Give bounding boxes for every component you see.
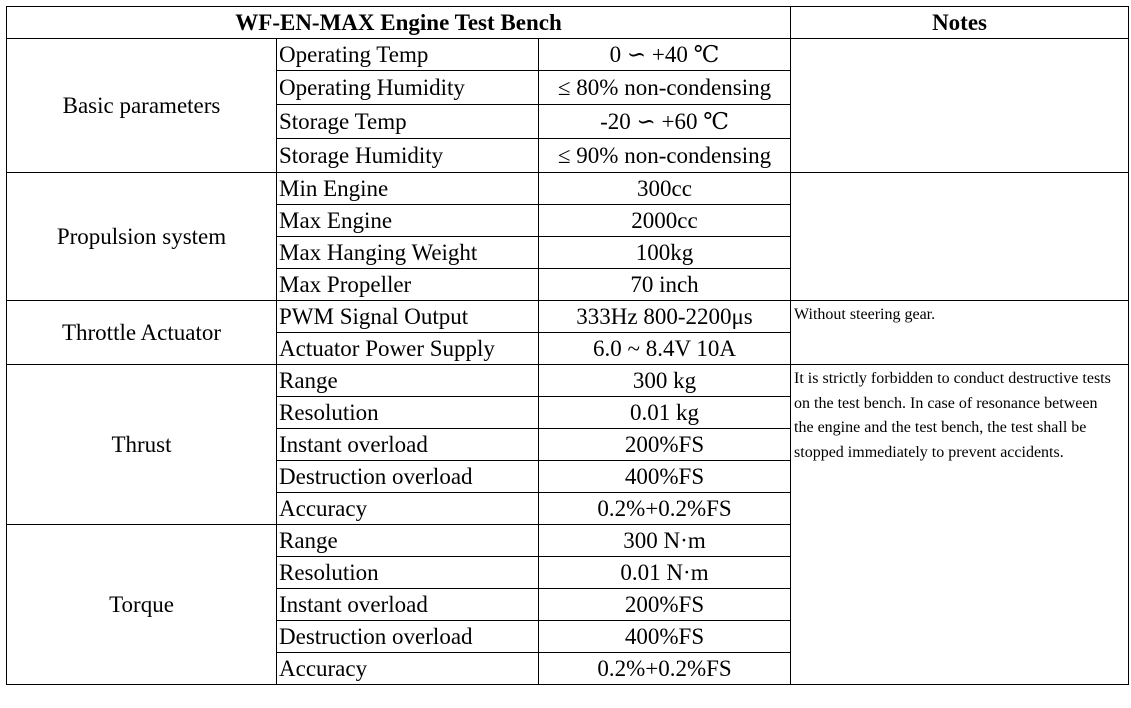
param-label: PWM Signal Output	[277, 301, 539, 333]
param-value: 0.2%+0.2%FS	[539, 653, 791, 685]
param-value: 300 kg	[539, 365, 791, 397]
param-label: Operating Humidity	[277, 71, 539, 105]
param-label: Destruction overload	[277, 621, 539, 653]
param-label: Max Engine	[277, 205, 539, 237]
param-label: Accuracy	[277, 653, 539, 685]
param-value: 100kg	[539, 237, 791, 269]
table-header-row	[7, 7, 1129, 39]
notes-cell-propulsion-system	[791, 173, 1129, 301]
notes-cell-thrust-torque: It is strictly forbidden to conduct destructive tests on the test bench. In case of resonance between the engine and the test bench, the test shall be stopped immediately to prevent accidents.	[791, 365, 1129, 685]
table-row	[7, 365, 1129, 397]
notes-cell-throttle-actuator: Without steering gear.	[791, 301, 1129, 365]
param-value: 200%FS	[539, 429, 791, 461]
param-value: 400%FS	[539, 461, 791, 493]
param-label: Operating Temp	[277, 39, 539, 71]
param-label: Destruction overload	[277, 461, 539, 493]
param-value: 0.01 kg	[539, 397, 791, 429]
param-label: Max Propeller	[277, 269, 539, 301]
param-value: 300 N·m	[539, 525, 791, 557]
param-value: 0 ∽ +40 ℃	[539, 39, 791, 71]
param-value: ≤ 80% non-condensing	[539, 71, 791, 105]
param-label: Actuator Power Supply	[277, 333, 539, 365]
param-label: Range	[277, 365, 539, 397]
param-label: Range	[277, 525, 539, 557]
table-row	[7, 301, 1129, 333]
param-label: Resolution	[277, 557, 539, 589]
category-basic-parameters: Basic parameters	[7, 39, 277, 173]
param-value: 6.0 ~ 8.4V 10A	[539, 333, 791, 365]
param-value: 200%FS	[539, 589, 791, 621]
table-row	[7, 173, 1129, 205]
param-label: Storage Humidity	[277, 139, 539, 173]
notes-cell-basic-parameters	[791, 39, 1129, 173]
param-label: Accuracy	[277, 493, 539, 525]
param-label: Instant overload	[277, 429, 539, 461]
param-value: 300cc	[539, 173, 791, 205]
param-value: 0.01 N·m	[539, 557, 791, 589]
table-row	[7, 39, 1129, 71]
param-value: 400%FS	[539, 621, 791, 653]
table-title: WF-EN-MAX Engine Test Bench	[7, 7, 791, 39]
category-thrust: Thrust	[7, 365, 277, 525]
category-propulsion-system: Propulsion system	[7, 173, 277, 301]
param-value: ≤ 90% non-condensing	[539, 139, 791, 173]
param-label: Resolution	[277, 397, 539, 429]
category-torque: Torque	[7, 525, 277, 685]
param-label: Min Engine	[277, 173, 539, 205]
param-label: Instant overload	[277, 589, 539, 621]
spec-table	[6, 6, 1129, 685]
notes-header: Notes	[791, 7, 1129, 39]
param-label: Storage Temp	[277, 105, 539, 139]
category-throttle-actuator: Throttle Actuator	[7, 301, 277, 365]
param-value: 70 inch	[539, 269, 791, 301]
param-value: 0.2%+0.2%FS	[539, 493, 791, 525]
param-value: -20 ∽ +60 ℃	[539, 105, 791, 139]
param-label: Max Hanging Weight	[277, 237, 539, 269]
param-value: 2000cc	[539, 205, 791, 237]
param-value: 333Hz 800-2200μs	[539, 301, 791, 333]
